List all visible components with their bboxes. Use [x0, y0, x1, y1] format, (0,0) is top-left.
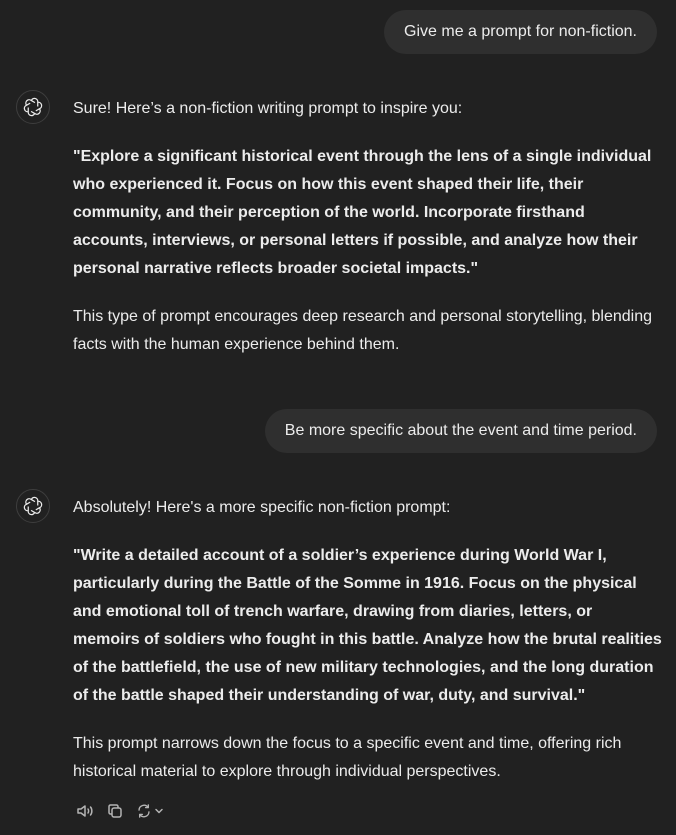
user-message-bubble	[384, 10, 657, 54]
openai-logo-icon	[23, 97, 43, 117]
regenerate-button[interactable]	[133, 799, 167, 823]
message-action-bar	[73, 799, 167, 823]
assistant-prompt-quote: "Explore a significant historical event through the lens of a single individual who experienced it. Focus on how this event shaped their life, their community, and their perception of the world. Incorporate firsthand accounts, interviews, or personal letters if possible, and analyze how their personal narrative reflects broader societal impacts."	[73, 148, 652, 277]
user-message-text: Give me a prompt for non-fiction.	[404, 23, 637, 40]
assistant-avatar	[16, 90, 50, 124]
chevron-down-icon	[153, 805, 165, 817]
read-aloud-button[interactable]	[73, 799, 97, 823]
copy-icon	[105, 801, 125, 821]
assistant-intro-text: Absolutely! Here's a more specific non-fiction prompt:	[73, 499, 451, 516]
speaker-icon	[75, 801, 95, 821]
assistant-intro-text: Sure! Here’s a non-fiction writing prompt to inspire you:	[73, 100, 463, 117]
copy-button[interactable]	[103, 799, 127, 823]
openai-logo-icon	[23, 496, 43, 516]
assistant-outro-text: This type of prompt encourages deep research and personal storytelling, blending facts with the human experience behind them.	[73, 308, 653, 353]
user-message-bubble	[265, 409, 657, 453]
assistant-message-body	[73, 95, 663, 379]
assistant-message-body	[73, 494, 663, 806]
user-message-text: Be more specific about the event and time period.	[284, 422, 637, 439]
assistant-avatar	[16, 489, 50, 523]
assistant-outro-text: This prompt narrows down the focus to a specific event and time, offering rich historical material to explore through individual perspectives.	[73, 735, 622, 780]
assistant-prompt-quote: "Write a detailed account of a soldier’s experience during World War I, particularly during the Battle of the Somme in 1916. Focus on the physical and emotional toll of trench warfare, drawing from diaries, letters, or memoirs of soldiers who fought in this battle. Analyze how the brutal realities of the battlefield, the use of new military technologies, and the long duration of the battle shaped their understanding of war, duty, and survival."	[73, 547, 662, 704]
regenerate-icon	[135, 802, 153, 820]
